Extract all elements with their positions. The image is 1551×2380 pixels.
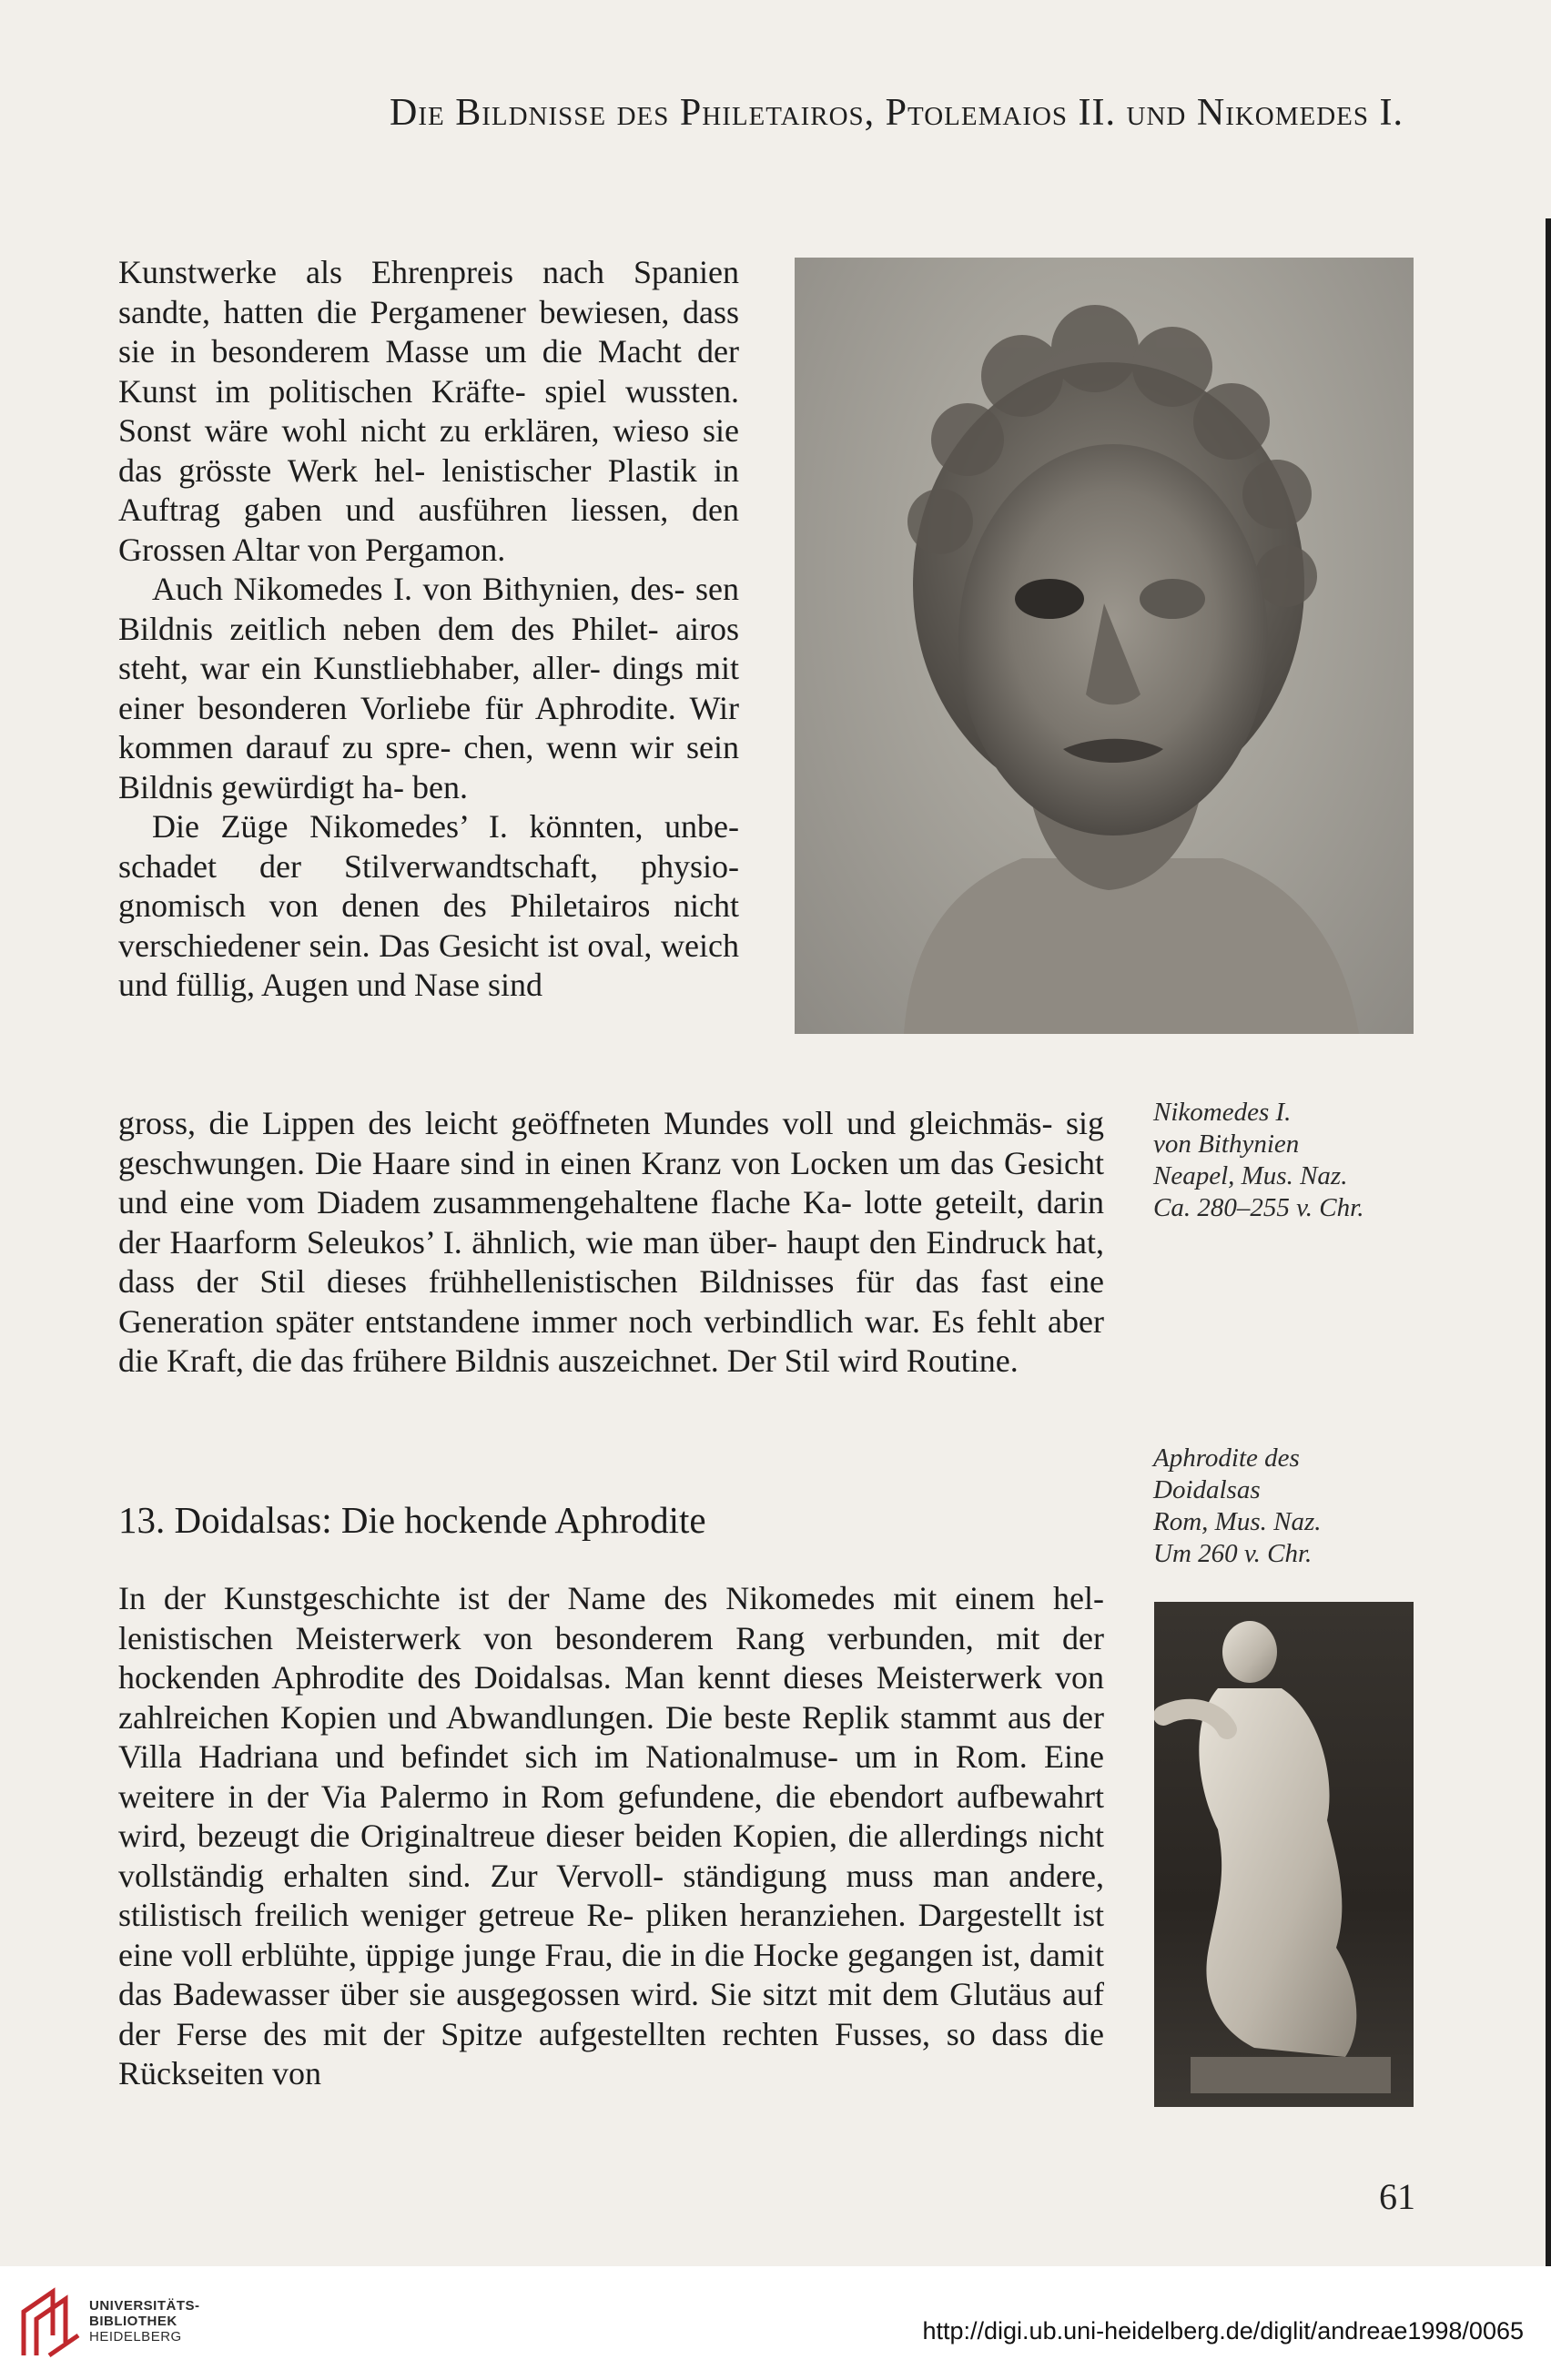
caption-line: Neapel, Mus. Naz.	[1153, 1161, 1348, 1190]
text-line: hockenden Aphrodite des Doidalsas. Man kennt dieses Meisterwerk	[118, 1659, 1042, 1696]
text-line: um in Rom. Eine weitere in der Via Palermo in Rom gefundene, die	[118, 1738, 1104, 1815]
text-line: weich und füllig, Augen und Nase sind	[118, 927, 739, 1003]
text-line: gnomisch von denen des Philetairos nicht	[118, 887, 739, 924]
source-url-link[interactable]: http://digi.ub.uni-heidelberg.de/diglit/andreae1998/0065	[922, 2317, 1524, 2345]
text-line: In der Kunstgeschichte ist der Name des Nikomedes mit einem hel-	[118, 1580, 1104, 1616]
text-line: auszeichnet. Der Stil wird Routine.	[557, 1342, 1019, 1379]
library-name	[89, 2298, 200, 2345]
caption-line: Rom, Mus. Naz.	[1153, 1507, 1322, 1536]
nikomedes-bust-photo	[795, 258, 1414, 1034]
text-line: von zahlreichen Kopien und Abwandlungen. Die beste Replik	[118, 1659, 1105, 1736]
library-name-line: HEIDELBERG	[89, 2329, 182, 2345]
running-head: Die Bildnisse des Philetairos, Ptolemaios II. und Nikomedes I.	[390, 92, 1404, 134]
library-logo-icon[interactable]	[16, 2284, 84, 2361]
text-line: Auch Nikomedes I. von Bithynien, des-	[152, 571, 685, 607]
caption-line: Nikomedes I.	[1153, 1098, 1292, 1127]
text-line: ausführen liessen, den Grossen Altar von	[118, 491, 740, 568]
statue-illustration	[1154, 1602, 1414, 2107]
text-line: Die Züge Nikomedes’ I. könnten, unbe-	[152, 808, 739, 845]
caption-line: Ca. 280–255 v. Chr.	[1153, 1193, 1364, 1222]
text-line: sandte, hatten die Pergamener bewiesen,	[118, 293, 670, 330]
text-line: sig geschwungen. Die Haare sind in einen Kranz von Locken um	[118, 1105, 1105, 1181]
text-line: airos steht, war ein Kunstliebhaber, aller-	[118, 610, 740, 686]
text-line: das Gesicht und eine vom Diadem zusammengehaltene flache Ka-	[118, 1144, 1104, 1220]
text-line: stammt aus der Villa Hadriana und befindet sich im Nationalmuse-	[118, 1698, 1104, 1775]
text-line: der Spitze aufgestellten rechten Fusses, so dass die Rückseiten von	[118, 2015, 1105, 2091]
text-line: Macht der Kunst im politischen Kräfte-	[118, 333, 740, 410]
bust-illustration	[795, 258, 1414, 1034]
text-line: Kunstwerke als Ehrenpreis nach Spanien	[118, 254, 739, 290]
paragraph-1	[118, 253, 739, 1006]
text-line: gross, die Lippen des leicht geöffneten Mundes voll und gleichmäs-	[118, 1105, 1053, 1141]
text-line: lotte geteilt, darin der Haarform Seleukos’ I. ähnlich, wie man über-	[118, 1184, 1105, 1261]
text-line: Frau, die in die Hocke gegangen ist, damit das Badewasser über sie	[118, 1936, 1105, 2012]
text-line: ständigung muss man andere, stilistisch freilich weniger getreue Re-	[118, 1857, 1104, 1933]
text-line: spiel wussten. Sonst wäre wohl nicht zu	[118, 372, 739, 449]
text-line: noch verbindlich war. Es fehlt aber die Kraft, die das frühere Bildnis	[118, 1302, 1105, 1379]
text-line: lenistischen Meisterwerk von besonderem Rang verbunden, mit der	[118, 1619, 1104, 1656]
caption-aphrodite	[1153, 1443, 1321, 1570]
text-line: verschiedener sein. Das Gesicht ist oval,	[118, 927, 653, 964]
paragraph-4	[118, 1579, 1104, 2094]
text-line: ebendort aufbewahrt wird, bezeugt die Originaltreue dieser beiden	[118, 1777, 1105, 1854]
page-edge-shadow	[1546, 218, 1551, 2266]
text-line: ben.	[411, 768, 468, 805]
library-name-line: UNIVERSITÄTS-	[89, 2298, 200, 2314]
caption-line: von Bithynien	[1153, 1129, 1300, 1159]
library-name-line: BIBLIOTHEK	[89, 2314, 177, 2329]
text-line: ausgegossen wird. Sie sitzt mit dem Glutäus auf der Ferse des mit	[118, 1976, 1104, 2052]
text-line: pliken heranziehen. Dargestellt ist eine voll erblühte, üppige junge	[118, 1897, 1105, 1973]
text-line: chen, wenn wir sein Bildnis gewürdigt ha-	[118, 729, 739, 805]
caption-line: Doidalsas	[1153, 1475, 1261, 1504]
text-line: Aphrodite. Wir kommen darauf zu spre-	[118, 689, 739, 765]
text-line: sen Bildnis zeitlich neben dem des Philet-	[118, 571, 739, 647]
paragraph-3-continued	[118, 1104, 1104, 1382]
text-line: haupt den Eindruck hat, dass der Stil dieses frühhellenistischen	[118, 1223, 1104, 1300]
aphrodite-statue-photo	[1154, 1602, 1414, 2107]
text-line: schadet der Stilverwandtschaft, physio-	[118, 847, 739, 885]
text-line: dass sie in besonderem Masse um die	[118, 293, 739, 370]
section-heading: 13. Doidalsas: Die hockende Aphrodite	[118, 1499, 706, 1541]
caption-line: Aphrodite des	[1153, 1443, 1300, 1473]
caption-line: Um 260 v. Chr.	[1153, 1539, 1313, 1568]
text-line: Bildnisses für das fast eine Generation später entstandene immer	[118, 1263, 1104, 1340]
caption-nikomedes	[1153, 1097, 1363, 1224]
page-number: 61	[1379, 2176, 1415, 2217]
text-line: lenistischer Plastik in Auftrag gaben und	[118, 451, 740, 528]
text-line: Pergamon.	[364, 531, 506, 568]
text-line: Kopien, die allerdings nicht vollständig erhalten sind. Zur Vervoll-	[118, 1818, 1105, 1894]
text-line: dings mit einer besonderen Vorliebe für	[118, 650, 739, 726]
text-line: erklären, wieso sie das grösste Werk hel-	[118, 412, 740, 489]
